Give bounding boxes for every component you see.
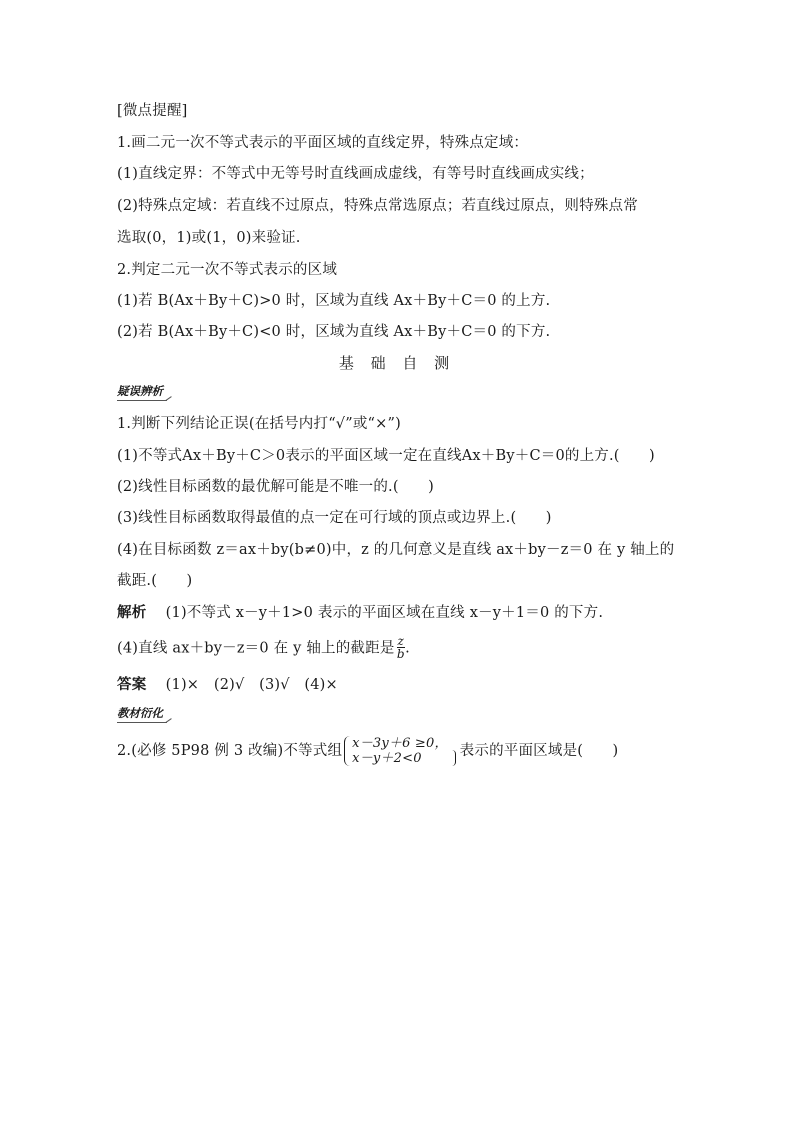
tip-item-1b-line1: (2)特殊点定域：若直线不过原点，特殊点常选原点；若直线过原点，则特殊点常 <box>117 198 638 214</box>
fraction-denominator: b <box>396 647 405 661</box>
inequality-system <box>344 736 458 766</box>
tag-error-analysis: 疑误辨析 <box>117 384 167 401</box>
question-1-statement-4-line1: (4)在目标函数 z＝ax＋by(b≠0)中，z 的几何意义是直线 ax＋by－z＝0 在 y 轴上的 <box>117 542 675 558</box>
question-2 <box>117 735 618 767</box>
answer-line <box>117 675 338 695</box>
question-1-statement-4-line2: 截距.( ) <box>117 573 193 589</box>
answer-text: (1)× (2)√ (3)√ (4)× <box>165 677 338 693</box>
solution-text-1: (1)不等式 x－y＋1>0 表示的平面区域在直线 x－y＋1＝0 的下方. <box>165 605 604 621</box>
tip-item-2a: (1)若 B(Ax＋By＋C)>0 时，区域为直线 Ax＋By＋C＝0 的上方. <box>117 293 551 309</box>
inequality-2: x－y＋2<0 <box>352 751 422 766</box>
solution-text-2-end: . <box>405 640 410 657</box>
question-1-statement-1: (1)不等式Ax＋By＋C＞0表示的平面区域一定在直线Ax＋By＋C＝0的上方.( ) <box>117 448 655 464</box>
intercept-fraction <box>397 635 406 660</box>
tag-textbook-derivation: 教材衍化 <box>117 706 167 723</box>
tips-heading: [微点提醒] <box>117 103 188 119</box>
solution-line-2 <box>117 636 410 661</box>
solution-label: 解析 <box>117 604 147 621</box>
left-brace <box>344 736 351 766</box>
tip-item-2: 2.判定二元一次不等式表示的区域 <box>117 262 338 278</box>
inequality-1: x－3y＋6 ≥0， <box>352 736 448 751</box>
solution-text-2: (4)直线 ax＋by－z＝0 在 y 轴上的截距是 <box>117 640 395 657</box>
question-2-suffix: 表示的平面区域是( ) <box>459 743 619 759</box>
tip-item-2b: (2)若 B(Ax＋By＋C)<0 时，区域为直线 Ax＋By＋C＝0 的下方. <box>117 324 551 340</box>
right-brace <box>451 750 456 766</box>
tip-item-1a: (1)直线定界：不等式中无等号时直线画成虚线，有等号时直线画成实线； <box>117 166 594 182</box>
answer-label: 答案 <box>117 676 147 693</box>
section-title: 基 础 自 测 <box>338 354 456 372</box>
question-1-prompt: 1.判断下列结论正误(在括号内打“√”或“×”) <box>117 416 401 432</box>
tip-item-1b-line2: 选取(0，1)或(1，0)来验证. <box>117 230 301 246</box>
question-2-prefix: 2.(必修 5P98 例 3 改编)不等式组 <box>117 743 343 759</box>
question-1-statement-3: (3)线性目标函数取得最值的点一定在可行域的顶点或边界上.( ) <box>117 510 552 526</box>
solution-line-1 <box>117 603 603 623</box>
question-1-statement-2: (2)线性目标函数的最优解可能是不唯一的.( ) <box>117 479 434 495</box>
tip-item-1: 1.画二元一次不等式表示的平面区域的直线定界，特殊点定域： <box>117 135 529 151</box>
fraction-numerator: z <box>397 634 405 648</box>
